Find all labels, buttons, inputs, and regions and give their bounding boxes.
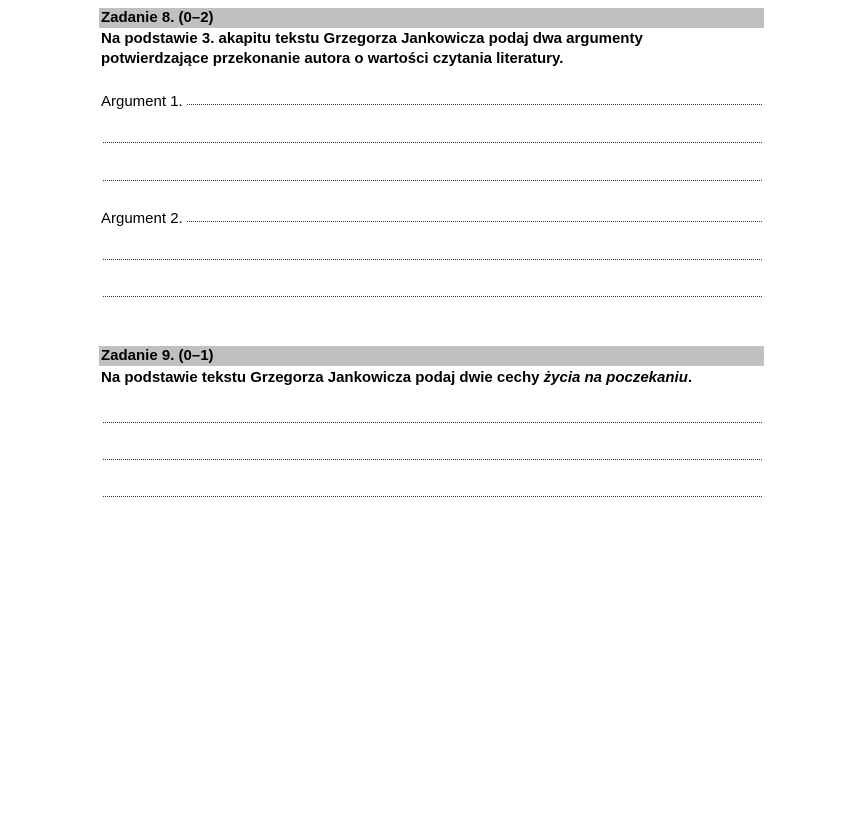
task-9-header: Zadanie 9. (0–1)	[99, 346, 764, 366]
answer-line-arg1-2[interactable]	[103, 142, 762, 143]
answer-line-arg2-3[interactable]	[103, 296, 762, 297]
answer-line-task9-3[interactable]	[103, 496, 762, 497]
answer-line-arg1-3[interactable]	[103, 180, 762, 181]
task-8-instruction	[101, 29, 761, 69]
answer-line-arg1-1[interactable]	[103, 104, 762, 105]
answer-line-arg2-2[interactable]	[103, 259, 762, 260]
answer-line-task9-1[interactable]	[103, 422, 762, 423]
task-9-instruction-prefix: Na podstawie tekstu Grzegorza Jankowicza podaj dwie cechy	[101, 369, 544, 386]
task-9-instruction-emphasis: życia na poczekaniu	[543, 369, 688, 386]
answer-line-arg2-1[interactable]	[103, 221, 762, 222]
argument-1-label: Argument 1.	[101, 93, 187, 111]
task-9-instruction	[101, 368, 761, 388]
task-9-instruction-suffix: .	[687, 369, 693, 386]
argument-2-label: Argument 2.	[101, 210, 187, 228]
task-8-header: Zadanie 8. (0–2)	[99, 8, 764, 28]
answer-line-task9-2[interactable]	[103, 459, 762, 460]
task-8-instruction-line-2: potwierdzające przekonanie autora o wartości czytania literatury.	[101, 50, 564, 67]
task-8-instruction-line-1: Na podstawie 3. akapitu tekstu Grzegorza Jankowicza podaj dwa argumenty	[101, 30, 643, 47]
